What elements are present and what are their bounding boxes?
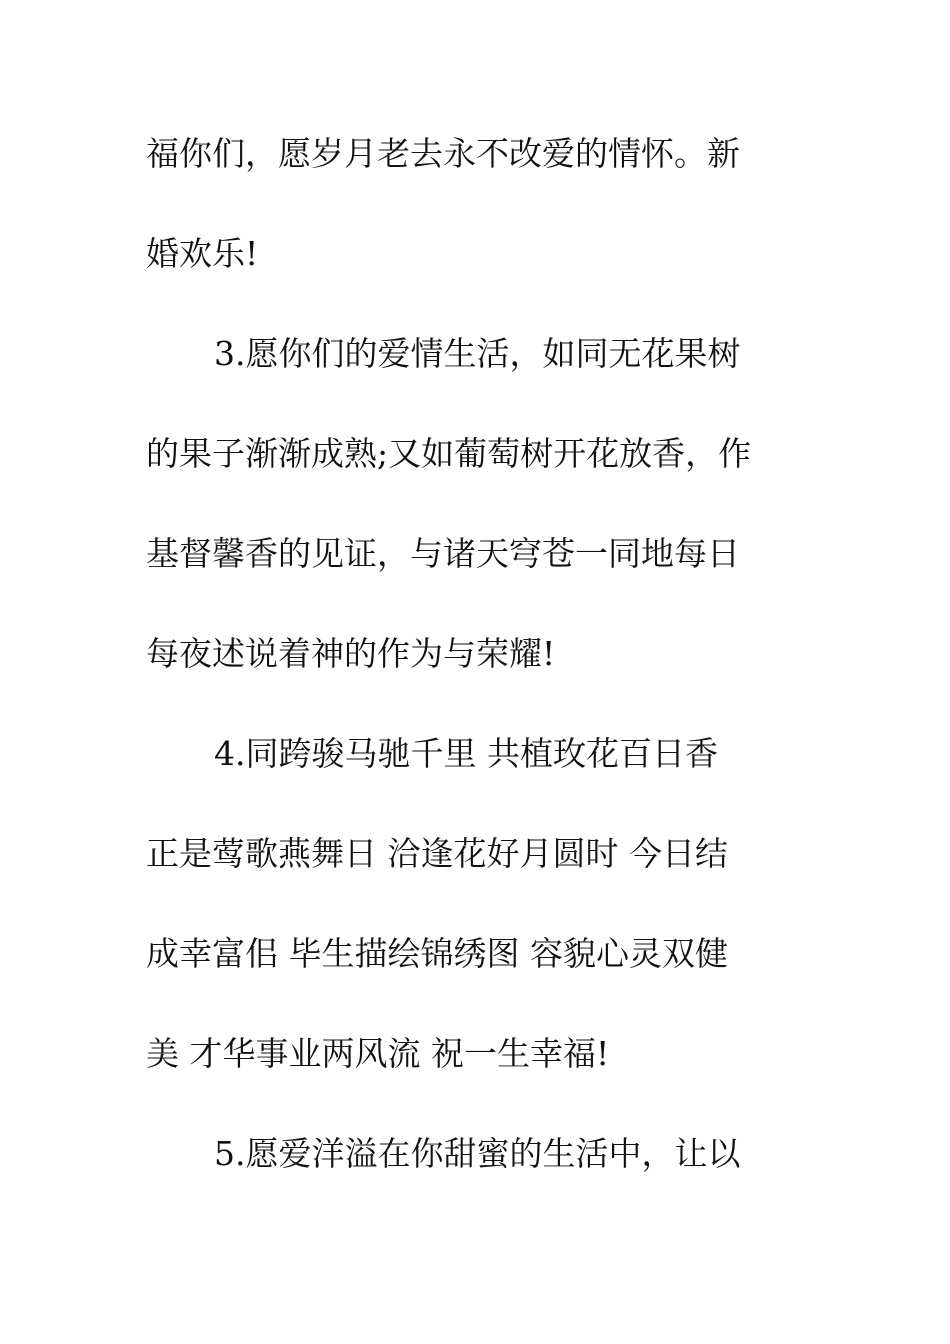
paragraph-5-start: 5.愿爱洋溢在你甜蜜的生活中，让以 [214, 1134, 741, 1173]
text-line: 基督馨香的见证，与诸天穹苍一同地每日 [146, 534, 740, 573]
text-line: 每夜述说着神的作为与荣耀! [146, 634, 556, 673]
text-line: 婚欢乐! [146, 234, 259, 273]
text-line: 美 才华事业两风流 祝一生幸福! [146, 1034, 610, 1073]
paragraph-4-start: 4.同跨骏马驰千里 共植玫花百日香 [214, 734, 718, 773]
text-line: 正是莺歌燕舞日 洽逢花好月圆时 今日结 [146, 834, 728, 873]
text-line: 的果子渐渐成熟;又如葡萄树开花放香，作 [146, 434, 752, 473]
text-line: 福你们，愿岁月老去永不改爱的情怀。新 [146, 134, 740, 173]
text-line: 成幸富佀 毕生描绘锦绣图 容貌心灵双健 [146, 934, 728, 973]
paragraph-3-start: 3.愿你们的爱情生活，如同无花果树 [214, 334, 741, 373]
